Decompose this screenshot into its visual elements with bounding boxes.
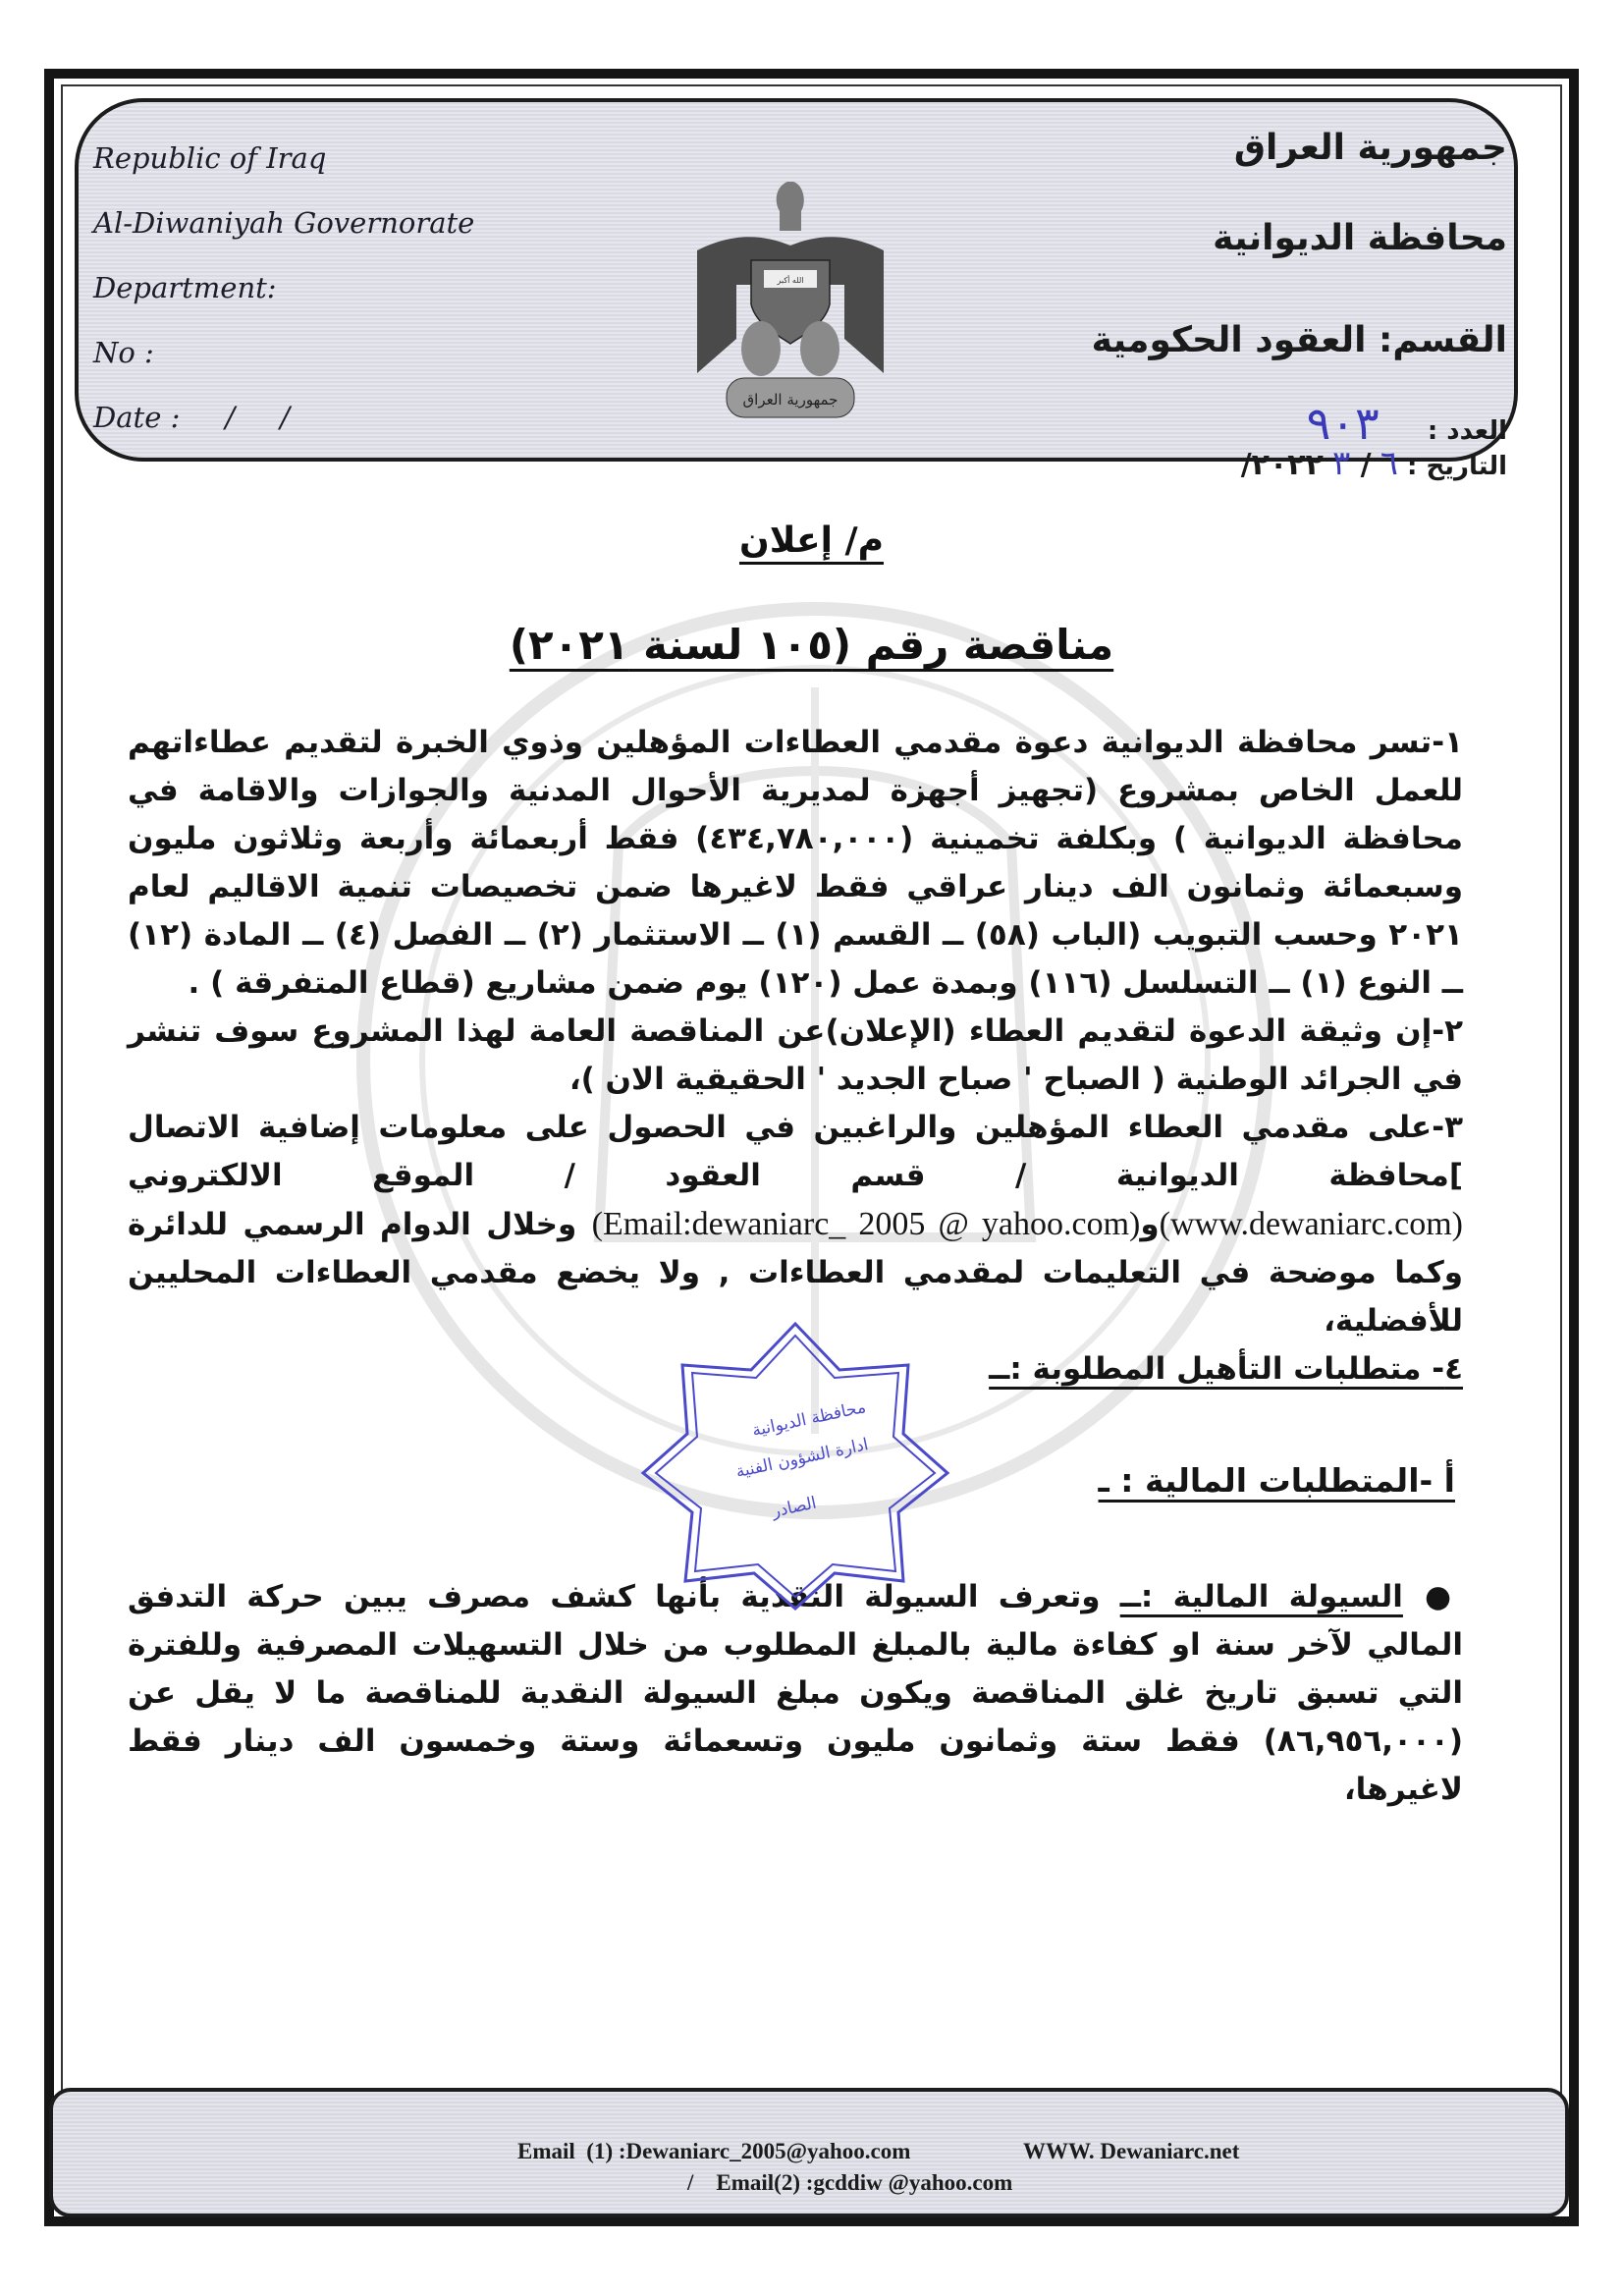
project-name: (تجهيز أجهزة لمديرية الأحوال المدنية والجوازات والاقامة في محافظة الديوانية ) — [128, 773, 1463, 856]
section-1: ١-تسر محافظة الديوانية دعوة مقدمي العطاءات المؤهلين وذوي الخبرة لتقديم عطاءاتهم للعمل الخاص بمشروع (تجهيز أجهزة لمديرية الأحوال المدنية والجوازات والاقامة في محافظة الديوانية ) وبكلفة تخمينية (٤٣٤,٧٨٠,٠٠٠) فقط أربعمائة وأربعة وثلاثون مليون وسبعمائة وثمانون الف دينار عراقي فقط لاغيرها ضمن تخصيصات تنمية الاقاليم لعام ٢٠٢١ وحسب التبويب (الباب (٥٨) ــ القسم (١) ــ الاستثمار (٢) ــ الفصل (٤) ــ المادة (١٢) ــ النوع (١) ــ التسلسل (١١٦) وبمدة عمل (١٢٠) يوم ضمن مشاريع (قطاع المتفرقة ) . — [128, 725, 1463, 1001]
arabic-country: جمهورية العراق — [1233, 128, 1507, 168]
eagle-talon-right — [800, 321, 839, 376]
letterhead-english — [93, 126, 474, 450]
tender-title: مناقصة رقم (١٠٥ لسنة ٢٠٢١) — [509, 621, 1114, 669]
stamp-line-3: الصادر — [770, 1493, 819, 1522]
section-2: ٢-إن وثيقة الدعوة لتقديم العطاء (الإعلان)عن المناقصة العامة لهذا المشروع سوف تنشر في الجرائد الوطنية ( الصباح ' صباح الجديد ' الحقيقية الان )، — [128, 1013, 1463, 1097]
english-country: Republic of Iraq — [93, 141, 327, 175]
arabic-department: القسم: العقود الحكومية — [1091, 320, 1507, 360]
handwritten-number: ٩٠٣ — [1306, 397, 1380, 450]
letterhead-arabic — [1092, 128, 1507, 491]
financial-requirements-heading: أ -المتطلبات المالية : ـ — [1098, 1461, 1455, 1500]
iraq-emblem-icon — [677, 177, 903, 432]
announcement-heading: م/ إعلان — [738, 520, 885, 561]
section-4-heading: ٤- متطلبات التأهيل المطلوبة :ــ — [989, 1351, 1463, 1387]
arabic-number-label: العدد : — [1427, 416, 1507, 446]
handwritten-date-month: ٣ — [1331, 444, 1351, 483]
website-link[interactable]: (www.dewaniarc.com) — [1159, 1206, 1463, 1242]
arabic-number-row — [1092, 397, 1507, 450]
announcement-body — [128, 719, 1463, 1814]
sector-name: (قطاع المتفرقة ) — [210, 965, 475, 1001]
english-governorate: Al-Diwaniyah Governorate — [93, 206, 475, 240]
stamp-line-1: محافظة الديوانية — [750, 1397, 868, 1442]
cost-in-words: فقط أربعمائة وأربعة وثلاثون مليون وسبعمائة وثمانون الف دينار عراقي فقط لاغيرها — [128, 821, 1463, 904]
official-stamp — [638, 1316, 952, 1611]
email-link[interactable]: (Email:dewaniarc_ 2005 @ yahoo.com) — [591, 1206, 1141, 1242]
arabic-date-row: التاريخ : ٦ / ٣ ٢٠٢٢/ — [1240, 444, 1507, 483]
section-3: ٣-على مقدمي العطاء المؤهلين والراغبين في الحصول على معلومات إضافية الاتصال ]محافظة الديوانية / قسم العقود / الموقع الالكتروني (www.dewaniarc.com)و(Email:dewaniarc_ 2005 @ yahoo.com) وخلال الدوام الرسمي للدائرة وكما موضحة في التعليمات لمقدمي العطاءات , ولا يخضع مقدمي العطاءات المحليين للأفضلية، — [128, 1110, 1463, 1339]
emblem-caption: جمهورية العراق — [742, 391, 839, 409]
footer-website: WWW. Dewaniarc.net — [1023, 2139, 1240, 2163]
stamp-line-2: ادارة الشؤون الفنية — [733, 1435, 871, 1483]
bullet-icon: ● — [1424, 1579, 1451, 1614]
footer-email-1: Email (1) :Dewaniarc_2005@yahoo.com — [517, 2139, 911, 2163]
estimated-cost: ٤٣٤,٧٨٠,٠٠٠ — [709, 821, 900, 856]
arabic-date-year: ٢٠٢٢/ — [1240, 448, 1324, 482]
english-department-label: Department: — [93, 271, 277, 304]
liquidity-amount: ٨٦,٩٥٦,٠٠٠ — [1276, 1723, 1449, 1759]
eagle-head — [777, 182, 804, 231]
handwritten-date-day: ٦ — [1380, 444, 1398, 483]
footer-email-2: / Email(2) :gcddiw @yahoo.com — [687, 2170, 1013, 2195]
english-number-label: No : — [93, 336, 154, 369]
emblem-flag-text: الله أكبر — [777, 276, 804, 285]
liquidity-requirement: ●السيولة المالية :ــ وتعرف السيولة النقدية بأنها كشف مصرف يبين حركة التدفق المالي لآخر سنة او كفاءة مالية بالمبلغ المطلوب من خلال التسهيلات المصرفية وللفترة التي تسبق تاريخ غلق المناقصة ويكون مبلغ السيولة النقدية للمناقصة ما لا يقل عن (٨٦,٩٥٦,٠٠٠) فقط ستة وثمانون مليون وتسعمائة وستة وخمسون الف دينار فقط لاغيرها، — [128, 1573, 1463, 1814]
english-date-label: Date : / / — [93, 401, 291, 434]
arabic-date-label: التاريخ : — [1407, 452, 1507, 481]
eagle-talon-left — [741, 321, 781, 376]
liquidity-label: السيولة المالية :ــ — [1119, 1579, 1403, 1614]
arabic-governorate: محافظة الديوانية — [1213, 218, 1507, 258]
newspapers: ( الصباح ' صباح الجديد ' الحقيقية الان ) — [580, 1062, 1165, 1097]
